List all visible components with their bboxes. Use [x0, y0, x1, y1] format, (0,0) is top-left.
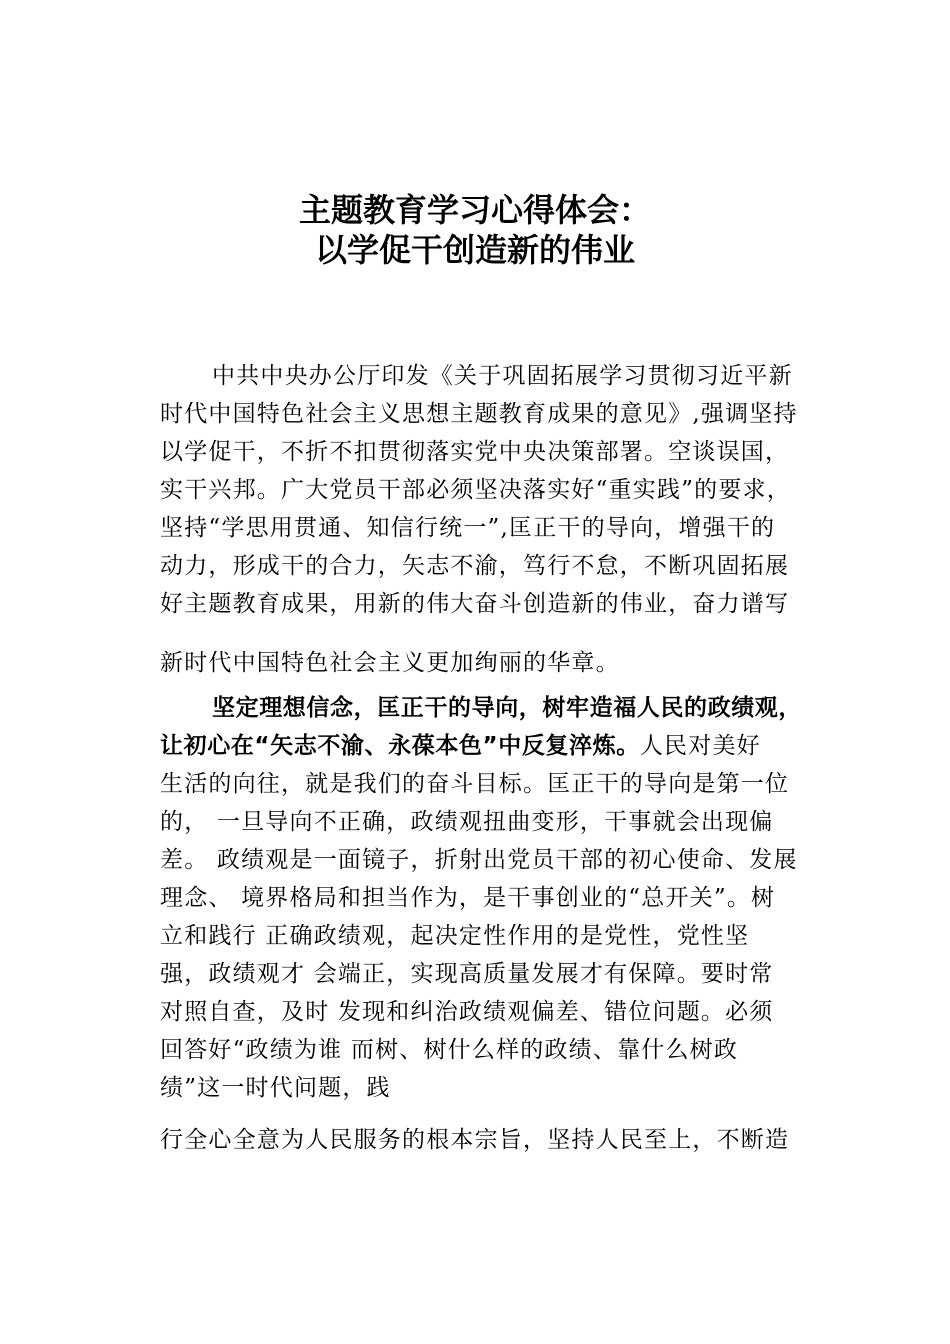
paragraph-1-line: 以学促干，不折不扣贯彻落实党中央决策部署。空谈误国，: [160, 439, 790, 465]
paragraph-1-line: 坚持“学思用贯通、知信行统一”,匡正干的导向，增强干的: [160, 515, 776, 541]
paragraph-2-line: 立和践行 正确政绩观，起决定性作用的是党性，党性坚: [160, 923, 750, 949]
paragraph-2-line: 对照自查，及时 发现和纠治政绩观偏差、错位问题。必须: [160, 999, 774, 1025]
document-title-line-1: 主题教育学习心得体会：: [298, 191, 651, 229]
paragraph-2-heading-line-2: 让初心在“矢志不渝、永葆本色”中反复淬炼。: [160, 733, 640, 759]
paragraph-2-line: 行全心全意为人民服务的根本宗旨，坚持人民至上，不断造: [160, 1127, 790, 1153]
paragraph-1-line: 动力，形成干的合力，矢志不渝，笃行不怠，不断巩固拓展: [160, 553, 790, 579]
paragraph-1-line: 中共中央办公厅印发《关于巩固拓展学习贯彻习近平新: [212, 363, 793, 389]
paragraph-2-line-rest: 人民对美好: [639, 733, 761, 759]
paragraph-1-line: 实干兴邦。广大党员干部必须坚决落实好“重实践”的要求，: [160, 477, 791, 503]
paragraph-2-line: 回答好“政绩为谁 而树、树什么样的政绩、靠什么树政: [160, 1037, 739, 1063]
paragraph-2-line: 绩”这一时代问题，践: [160, 1075, 391, 1101]
paragraph-2-line: 差。 政绩观是一面镜子，折射出党员干部的初心使命、发展: [160, 847, 798, 873]
paragraph-2-first-line: [160, 731, 840, 761]
paragraph-2-line: 的， 一旦导向不正确，政绩观扭曲变形，干事就会出现偏: [160, 809, 774, 835]
paragraph-1-line: 时代中国特色社会主义思想主题教育成果的意见》,强调坚持: [160, 401, 798, 427]
paragraph-2-heading-line-1: 坚定理想信念，匡正干的导向，树牢造福人民的政绩观，: [212, 695, 802, 721]
paragraph-1-line: 好主题教育成果，用新的伟大奋斗创造新的伟业，奋力谱写: [160, 591, 790, 617]
paragraph-2-line: 强，政绩观才 会端正，实现高质量发展才有保障。要时常: [160, 961, 774, 987]
document-title-line-2: 以学促干创造新的伟业: [314, 231, 635, 269]
paragraph-2-line: 生活的向往，就是我们的奋斗目标。匡正干的导向是第一位: [160, 771, 790, 797]
paragraph-2-line: 理念、 境界格局和担当作为，是干事创业的“总开关”。树: [160, 885, 776, 911]
paragraph-1-line: 新时代中国特色社会主义更加绚丽的华章。: [160, 650, 620, 676]
